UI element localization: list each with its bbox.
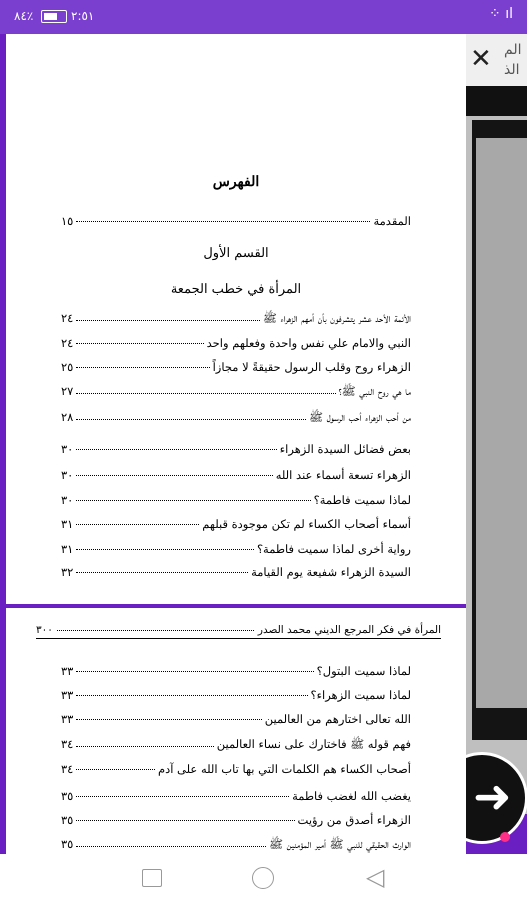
toc-row[interactable] <box>61 737 411 754</box>
side-panel-bar <box>466 86 527 116</box>
status-left <box>14 9 94 23</box>
chapter-title: المرأة في خطب الجمعة <box>170 282 302 297</box>
toc-row-text: الوارث الحقيقي للنبي ﷺ أمير المؤمنين ﷺ <box>269 837 411 851</box>
toc-row-page: ٣١ <box>61 517 74 531</box>
toc-row-page: ٣٣ <box>61 712 74 726</box>
toc-row-text: يغضب الله لغضب فاطمة <box>292 789 411 803</box>
dot-leader <box>57 629 254 631</box>
dot-leader <box>76 392 335 394</box>
toc-row-page: ٣٥ <box>61 789 74 803</box>
dot-leader <box>76 718 261 720</box>
toc-row[interactable] <box>61 688 411 702</box>
battery-icon <box>41 10 67 23</box>
toc-row[interactable] <box>61 762 411 776</box>
toc-row[interactable] <box>61 410 411 427</box>
toc-row-text: أسماء أصحاب الكساء لم تكن موجودة قبلهم <box>202 517 411 531</box>
notification-dot <box>500 832 510 842</box>
toc-row[interactable] <box>61 360 411 374</box>
toc-row-page: ٣٠ <box>61 493 74 507</box>
document-page-1 <box>6 34 466 604</box>
side-title-line2: الذ <box>504 62 520 78</box>
toc-row[interactable] <box>61 517 411 531</box>
arrow-right-icon: ➜ <box>473 769 512 823</box>
dot-leader <box>76 548 254 550</box>
toc-row[interactable] <box>61 789 411 803</box>
page-title: الفهرس <box>212 174 260 190</box>
toc-row-text: أصحاب الكساء هم الكلمات التي بها تاب الله على آدم <box>157 762 411 776</box>
toc-row[interactable] <box>61 813 411 827</box>
toc-row-text: النبي والامام علي نفس واحدة وفعلهم واحد <box>206 336 411 350</box>
dot-leader <box>76 448 276 450</box>
toc-row[interactable] <box>61 468 411 482</box>
toc-row-text: بعض فضائل السيدة الزهراء <box>279 442 411 456</box>
dot-leader <box>76 745 213 747</box>
toc-row-page: ٢٥ <box>61 360 74 374</box>
dot-leader <box>76 571 248 573</box>
page-number: ٣٠٠ <box>36 624 53 636</box>
back-button[interactable]: ◁ <box>366 863 385 891</box>
toc-row-page: ٢٤ <box>61 311 74 325</box>
dot-leader <box>76 670 313 672</box>
running-header <box>36 624 441 639</box>
toc-row[interactable] <box>61 712 411 726</box>
dot-leader <box>76 319 260 321</box>
dot-leader <box>76 366 209 368</box>
toc-row[interactable] <box>61 542 411 556</box>
system-nav-bar <box>0 854 527 900</box>
status-bar <box>0 0 527 34</box>
dot-leader <box>76 795 289 797</box>
dot-leader <box>76 342 203 344</box>
toc-row[interactable] <box>61 336 411 350</box>
toc-row-page: ٢٨ <box>61 410 74 424</box>
signal-icon: ⁘ ıl <box>489 6 513 22</box>
close-icon[interactable]: ✕ <box>470 44 492 74</box>
dot-leader <box>76 819 294 821</box>
battery-text: ٪٨٤ <box>14 9 34 23</box>
toc-row-page: ٣٣ <box>61 688 74 702</box>
document-page-2 <box>6 608 466 854</box>
recents-button[interactable] <box>142 869 162 887</box>
dot-leader <box>76 474 272 476</box>
toc-row[interactable] <box>61 384 411 401</box>
time-text: ٢:٥١ <box>71 9 95 23</box>
side-panel-header <box>466 34 527 88</box>
toc-row-text: لماذا سميت الزهراء؟ <box>310 688 411 702</box>
dot-leader <box>76 499 310 501</box>
dot-leader <box>76 845 266 847</box>
toc-row-page: ٣١ <box>61 542 74 556</box>
toc-row-page: ٣٥ <box>61 813 74 827</box>
dot-leader <box>76 220 370 222</box>
toc-row[interactable] <box>61 442 411 456</box>
dot-leader <box>76 418 306 420</box>
toc-row-text: رواية أخرى لماذا سميت فاطمة؟ <box>256 542 411 556</box>
toc-row-page: ٣٢ <box>61 565 74 579</box>
toc-row-page: ٢٤ <box>61 336 74 350</box>
dot-leader <box>76 694 307 696</box>
toc-row-page: ٣٤ <box>61 762 74 776</box>
toc-row-page: ٣٠ <box>61 468 74 482</box>
toc-row-text: الزهراء روح وقلب الرسول حقيقةً لا مجازاً <box>212 360 411 374</box>
toc-row-text: ما هي روح النبي ﷺ؟ <box>338 384 411 398</box>
part-title: القسم الأول <box>203 246 269 261</box>
toc-row[interactable] <box>61 493 411 507</box>
toc-row-intro[interactable] <box>61 214 411 228</box>
toc-row-page: ٣٤ <box>61 737 74 751</box>
side-panel-content <box>476 138 527 708</box>
toc-row-text: لماذا سميت البتول؟ <box>316 664 411 678</box>
toc-row-text: الزهراء تسعة أسماء عند الله <box>275 468 411 482</box>
toc-row-text: لماذا سميت فاطمة؟ <box>313 493 411 507</box>
toc-row-page: ٢٧ <box>61 384 74 398</box>
toc-row[interactable] <box>61 664 411 678</box>
toc-row[interactable] <box>61 311 411 328</box>
side-title-line1: الم <box>504 42 522 58</box>
toc-row[interactable] <box>61 565 411 579</box>
toc-row-text: الأئمة الأحد عشر يتشرفون بأن أمهم الزهراء ﷺ <box>262 311 411 325</box>
toc-row-page: ٣٠ <box>61 442 74 456</box>
side-panel <box>466 34 527 854</box>
toc-row-page: ١٥ <box>61 214 74 228</box>
toc-row-text: الزهراء أصدق من رؤيت <box>297 813 411 827</box>
toc-row-text: فهم قوله ﷺ فاختارك على نساء العالمين <box>216 737 411 751</box>
toc-row-text: السيدة الزهراء شفيعة يوم القيامة <box>251 565 411 579</box>
toc-row-text: الله تعالى اختارهم من العالمين <box>264 712 411 726</box>
toc-row[interactable] <box>61 837 411 854</box>
toc-row-text: المقدمة <box>373 214 411 228</box>
toc-row-text: من أحب الزهراء أحب الرسول ﷺ <box>309 410 411 424</box>
home-button[interactable] <box>252 867 274 889</box>
running-header-text: المرأة في فكر المرجع الديني محمد الصدر <box>257 624 441 636</box>
toc-row-page: ٣٥ <box>61 837 74 851</box>
dot-leader <box>76 768 155 770</box>
side-panel-title <box>504 40 521 80</box>
dot-leader <box>76 523 199 525</box>
toc-row-page: ٣٣ <box>61 664 74 678</box>
